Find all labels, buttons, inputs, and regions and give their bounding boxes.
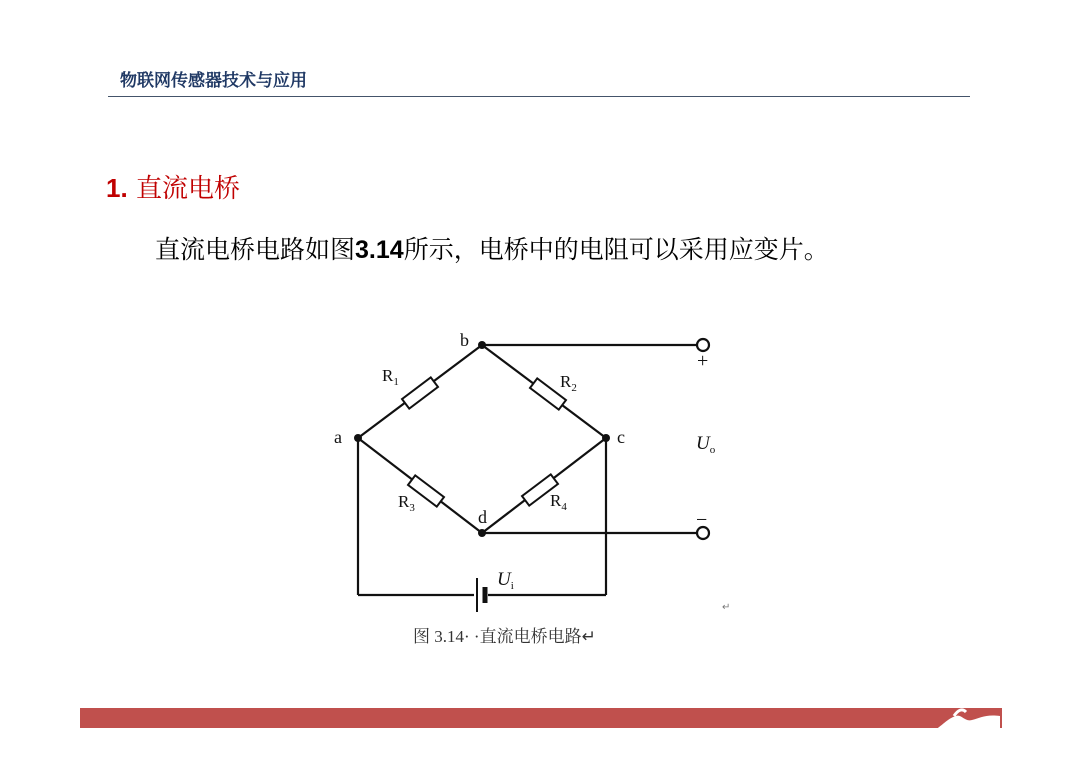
- node-a-dot: [354, 434, 362, 442]
- node-d-dot: [478, 529, 486, 537]
- body-text-end: 所示，电桥中的电阻可以采用应变片。: [403, 235, 829, 264]
- figure-caption: 图 3.14· ·直流电桥电路↵: [413, 627, 596, 646]
- node-label-d: d: [478, 507, 487, 527]
- body-text-start: 直流电桥电路如图: [155, 235, 356, 264]
- resistor-r1: [402, 377, 438, 408]
- label-r4: $R_4$: [550, 491, 567, 513]
- figure-reference: 3.14: [355, 236, 404, 264]
- node-b-dot: [478, 341, 486, 349]
- label-r2: $R_2$: [560, 372, 577, 394]
- footer-bar: [80, 708, 1002, 728]
- bridge-circuit-diagram: [325, 320, 765, 660]
- node-label-c: c: [617, 427, 625, 447]
- bridge-figure: [325, 320, 765, 664]
- output-minus-sign: −: [696, 509, 708, 531]
- section-number: 1.: [106, 173, 128, 203]
- circuit-wires: [358, 345, 697, 595]
- input-voltage-label: $U_i$: [497, 569, 514, 592]
- node-label-b: b: [460, 330, 469, 350]
- section-heading-text: 直流电桥: [135, 174, 240, 204]
- section-heading: [106, 168, 240, 205]
- node-c-dot: [602, 434, 610, 442]
- label-r1: $R_1$: [382, 366, 399, 388]
- footer-decoration: [928, 704, 1002, 738]
- body-paragraph: [155, 230, 829, 266]
- wave-ornament-icon: [928, 704, 1002, 734]
- battery-symbol: [477, 578, 485, 612]
- label-r3: $R_3$: [398, 492, 415, 514]
- header-title: 物联网传感器技术与应用: [120, 71, 307, 91]
- output-voltage-label: $U_o$: [696, 433, 716, 456]
- header-divider: [108, 96, 970, 97]
- node-label-a: a: [334, 427, 342, 447]
- paragraph-mark: ↵: [722, 602, 731, 613]
- output-plus-sign: +: [697, 350, 709, 372]
